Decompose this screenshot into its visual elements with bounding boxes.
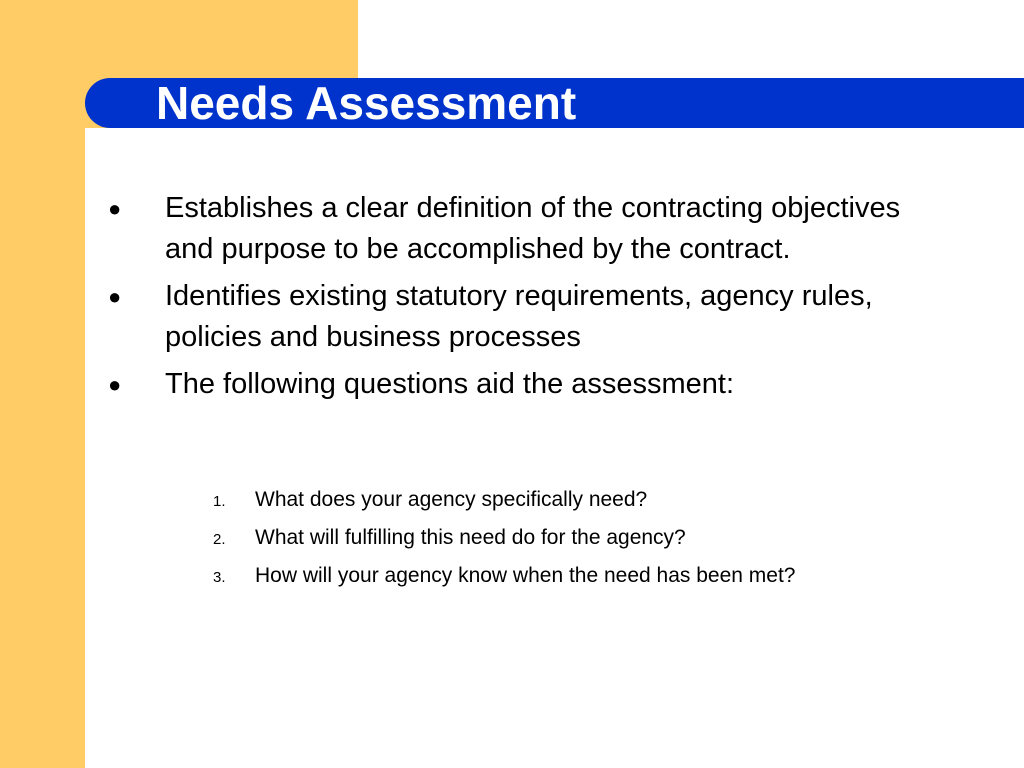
question-item — [213, 481, 973, 519]
question-number: 2. — [213, 531, 226, 548]
question-item — [213, 557, 973, 595]
bullet-text: The following questions aid the assessment: — [165, 368, 735, 400]
question-number: 3. — [213, 569, 226, 586]
bullet-text: Establishes a clear definition of the contracting objectives and purpose to be accomplished by the contract. — [165, 192, 901, 265]
bullet-item — [108, 364, 938, 405]
question-number: 1. — [213, 493, 226, 510]
question-item — [213, 519, 973, 557]
bullet-item — [108, 276, 938, 358]
bullet-dot-icon: ● — [108, 372, 122, 397]
question-list — [213, 481, 973, 595]
question-text: How will your agency know when the need has been met? — [255, 564, 796, 587]
bullet-dot-icon: ● — [108, 196, 122, 221]
bullet-item — [108, 188, 938, 270]
slide-title: Needs Assessment — [156, 77, 577, 129]
bullet-list — [108, 188, 938, 411]
bullet-dot-icon: ● — [108, 284, 122, 309]
bullet-text: Identifies existing statutory requirements, agency rules, policies and business processes — [165, 280, 873, 353]
question-text: What does your agency specifically need? — [255, 488, 648, 511]
question-text: What will fulfilling this need do for the agency? — [255, 526, 686, 549]
